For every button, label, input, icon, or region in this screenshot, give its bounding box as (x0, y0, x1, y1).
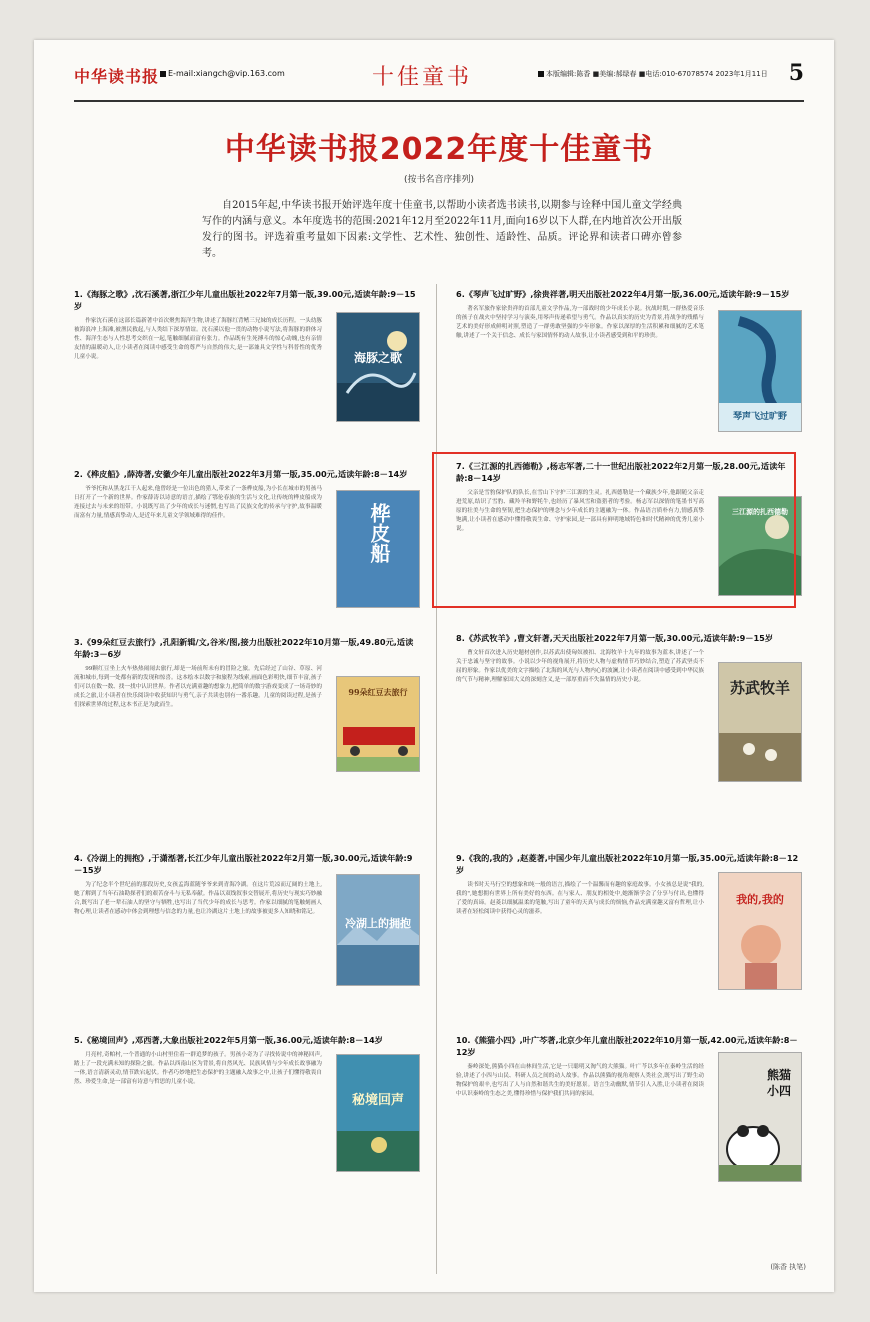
cover-title: 我的,我的 (736, 893, 784, 906)
newspaper-page (34, 40, 834, 1292)
bullet-icon (538, 71, 544, 77)
article-body: 读书时天马行空的想象和纯一般的语言,描绘了一个温馨而有趣的家庭故事。小女孩总是说"我的,我的",她想拥有世界上所有美好的东西。在与家人、朋友的相处中,她渐渐学会了分享与付出,也懂得了爱的真谛。赵菱以细腻温柔的笔触,写出了童年的天真与成长的烦恼,作品充满童趣又富有哲理,让小读者在轻松阅读中获得心灵的滋养。 (456, 882, 704, 915)
article-6 (456, 288, 802, 445)
cover-title: 海豚之歌 (353, 351, 402, 365)
intro-paragraph: 自2015年起,中华读书报开始评选年度十佳童书,以帮助小读者选书读书,以期参与诠释中国儿童文学经典写作的内涵与意义。本年度选书的范围:2021年12月至2022年11月,面向16岁以下人群,在内地首次公开出版发行的图书。评选着重考量如下因素:文学性、艺术性、独创性、适龄性、品质。评论界和读者口碑亦曾参考。 (202, 200, 682, 259)
article-5 (74, 1034, 420, 1201)
email-text: E-mail:xiangch@vip.163.com (168, 69, 285, 78)
cover-title: 秘境回声 (351, 1093, 404, 1108)
book-cover (336, 312, 420, 422)
article-heading: 6.《琴声飞过旷野》,徐贵祥著,明天出版社2022年4月第一版,36.00元,适读年龄:9－15岁 (456, 289, 790, 299)
cover-art (337, 313, 420, 422)
byline: (陈香 执笔) (770, 1263, 806, 1271)
article-body: 作家沈石溪在这部长篇新著中首次聚焦海洋生物,讲述了海豚红背鳍三兄妹的成长历程。一头幼豚被海浪冲上海滩,被渔民救起,与人类结下深厚情谊。沈石溪以他一贯的动物小说写法,将海豚的群体习性、海洋生态与人性思考交织在一起,笔触细腻而富有张力。作品既有生死搏斗的惊心动魄,也有亲情友情的温暖动人,让小读者在阅读中感受生命的尊严与自然的伟大,是一部兼具文学性与科普性的优秀儿童小说。 (74, 318, 322, 360)
article-4 (74, 852, 420, 1029)
book-cover (336, 1054, 420, 1172)
subtitle: (按书名音序排列) (403, 175, 475, 185)
article-1 (74, 288, 420, 443)
cover-art (337, 1055, 420, 1172)
article-body: 秦岭深处,熊猫小四在山林间生活,它是一只聪明又淘气的大熊猫。叶广芩以多年在秦岭生活的经验,讲述了小四与山民、科研人员之间的动人故事。作品以熊猫的视角观察人类社会,既写出了野生动物保护的艰辛,也写出了人与自然和谐共生的美好愿景。语言生动幽默,情节引人入胜,让小读者在阅读中认识秦岭的生态之美,懂得珍惜与保护我们共同的家园。 (456, 1064, 704, 1097)
book-cover (336, 676, 420, 772)
column-divider (436, 284, 437, 1274)
article-2 (74, 468, 420, 629)
article-heading: 2.《桦皮船》,薛涛著,安徽少年儿童出版社2022年3月第一版,35.00元,适读年龄:8－14岁 (74, 469, 408, 479)
highlight-box (432, 452, 796, 608)
article-8 (456, 632, 802, 839)
article-3 (74, 636, 420, 851)
editor-text: 本版编辑:陈香 ■美编:郝绿春 ■电话:010-67078574 2023年1月11日 (546, 70, 768, 78)
article-9 (456, 852, 802, 1027)
article-heading: 7.《三江源的扎西德勒》,杨志军著,二十一世纪出版社2022年2月第一版,28.00元,适读年龄:8－14岁 (456, 461, 786, 483)
cover-title: 苏武牧羊 (729, 679, 790, 697)
book-cover (336, 490, 420, 608)
book-cover (718, 872, 802, 990)
bullet-icon (160, 71, 166, 77)
article-body: 曹文轩首次进入历史题材创作,以苏武出使匈奴被扣、北海牧羊十九年的故事为蓝本,讲述了一个关于忠诚与坚守的故事。小说以少年的视角展开,将历史人物与虚构情节巧妙结合,塑造了苏武坚贞不屈的形象。作家以优美的文字描绘了北海的风光与人物内心的波澜,让小读者在阅读中感受到中华民族的气节与精神,理解家国大义的深刻含义,是一部厚重而不失温情的历史小说。 (456, 650, 704, 683)
article-body: 父亲是雪豹保护队的队长,在雪山下守护三江源的生灵。扎西德勒是一个藏族少年,他跟随父亲走进荒原,结识了雪豹、藏羚羊和野牦牛,也经历了暴风雪和盗猎者的考验。杨志军以深情的笔墨书写高原的壮美与生命的坚韧,把生态保护的理念与少年成长的主题融为一体。作品语言质朴有力,情感真挚饱满,让小读者在感动中懂得敬畏生命、守护家园,是一部具有鲜明地域特色和时代精神的优秀儿童小说。 (456, 490, 704, 532)
article-heading: 3.《99朵红豆去旅行》,孔阳新辑/文,谷米/图,接力出版社2022年10月第一版,49.80元,适读年龄:3－6岁 (74, 637, 414, 659)
article-heading: 4.《冷湖上的拥抱》,于潇湉著,长江少年儿童出版社2022年2月第一版,30.00元,适读年龄:9－15岁 (74, 853, 413, 875)
article-heading: 9.《我的,我的》,赵菱著,中国少年儿童出版社2022年10月第一版,35.00元,适读年龄:8－12岁 (456, 853, 799, 875)
article-heading: 1.《海豚之歌》,沈石溪著,浙江少年儿童出版社2022年7月第一版,39.00元,适读年龄:9－15岁 (74, 289, 416, 311)
book-cover (336, 874, 420, 986)
article-body: 99颗红豆坐上火车热热闹闹去旅行,却是一场前所未有的冒险之旅。先后经过了山谷、草原、河流和城市,每到一处都有新的发现和惊喜。这本绘本以数字和旅程为线索,画面色彩明快,细节丰富,孩子们可以在数一数、找一找中认识世界。作者以充满童趣的想象力,把简单的数字游戏变成了一场奇妙的成长之旅,让小读者在快乐阅读中收获知识与勇气,亲子共读也别有一番乐趣。儿童的阅读过程,是孩子们探索世界的过程,这本书正是为此而生。 (74, 666, 322, 708)
cover-title: 99朵红豆去旅行 (348, 687, 408, 697)
cover-title: 桦皮船 (367, 503, 391, 563)
book-cover (718, 662, 802, 782)
editor-line (534, 69, 768, 79)
book-cover (718, 1052, 802, 1182)
newspaper-brand: 中华读书报 (74, 67, 160, 86)
page-number: 5 (788, 60, 804, 86)
article-body: 月亮村,奇帕村,一个普通的小山村里住着一群追梦的孩子。男孩小奇为了寻找传说中的神秘回声,踏上了一段充满未知的探险之旅。作品以西南山区为背景,将自然风光、民族风情与少年成长故事融为一体,语言清新灵动,情节跌宕起伏。作者巧妙地把生态保护的主题融入故事之中,让孩子们懂得敬畏自然、珍爱生命,是一部富有诗意与哲思的儿童小说。 (74, 1052, 322, 1085)
article-10 (456, 1034, 802, 1233)
article-heading: 8.《苏武牧羊》,曹文轩著,天天出版社2022年7月第一版,30.00元,适读年龄:9－15岁 (456, 633, 774, 643)
masthead (74, 62, 804, 100)
cover-title: 熊猫小四 (766, 1068, 791, 1098)
masthead-rule (74, 100, 804, 102)
cover-title: 冷湖上的拥抱 (345, 917, 411, 930)
article-body: 为了纪念半个世纪前的那段历史,女孩孟海蓝随爷爷来到青海冷湖。在这片荒凉而辽阔的土地上,她了解到了当年石油勘探者们的艰苦奋斗与无私奉献。作品以双线叙事交替展开,将历史与现实巧妙融合,既写出了老一辈石油人的坚守与牺牲,也写出了当代少年的成长与思考。作家以细腻的笔触刻画人物心理,让读者在感动中体会到理想与信念的力量,也让冷湖这片土地上的故事被更多人知晓和铭记。 (74, 882, 322, 915)
section-title: 十佳童书 (372, 65, 473, 90)
cover-title: 三江源的扎西德勒 (732, 507, 788, 516)
book-cover (718, 310, 802, 432)
email-line (160, 69, 285, 78)
article-body: 著名军旅作家徐贵祥的首部儿童文学作品,为一部战时的少年成长小说。抗战时期,一群热爱音乐的孩子在战火中坚持学习与演奏,用琴声传递希望与勇气。作品以真实的历史为背景,将战争的残酷与艺术的美好形成鲜明对照,塑造了一群勇敢坚强的少年形象。作家以深厚的生活积累和细腻的艺术笔触,讲述了一个关于信念、成长与家国情怀的动人故事,让小读者感受到和平的珍贵。 (456, 306, 704, 339)
headline: 中华读书报2022年度十佳童书 (224, 132, 654, 167)
article-body: 爷爷托和从黑龙江干人起来,他曾经是一位出色的猎人,带来了一条桦皮船,为小长在城市的男孩马日打开了一个新的世界。作家薛涛以诗意的语言,描绘了鄂伦春族的生活与文化,让传统的桦皮船成为连接过去与未来的纽带。小说既写出了少年的成长与迷惘,也写出了民族文化的传承与守护,故事温暖而富有力量,情感真挚动人,是近年来儿童文学领域难得的佳作。 (74, 486, 322, 519)
article-heading: 10.《熊猫小四》,叶广芩著,北京少年儿童出版社2022年10月第一版,42.00元,适读年龄:8－12岁 (456, 1035, 798, 1057)
article-heading: 5.《秘境回声》,邓西著,大象出版社2022年5月第一版,36.00元,适读年龄:8－14岁 (74, 1035, 383, 1045)
cover-title: 琴声飞过旷野 (732, 412, 787, 422)
